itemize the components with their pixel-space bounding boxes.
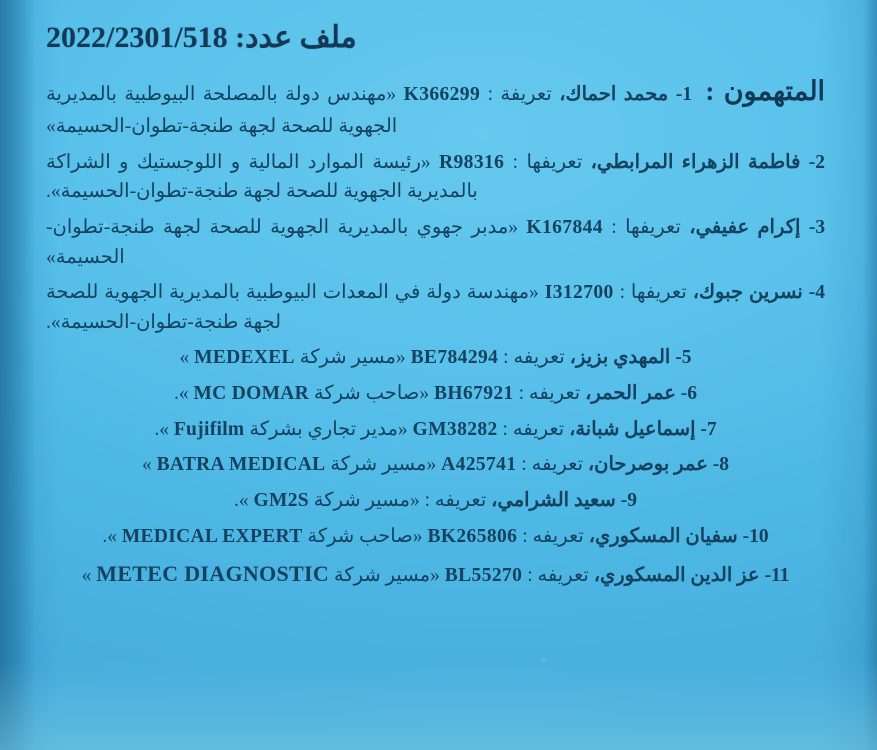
accused-list (46, 71, 825, 591)
id-number: R98316 (439, 151, 505, 173)
id-number: A425741 (441, 454, 517, 476)
accused-role: «مسير شركة (333, 565, 440, 587)
accused-name: نسرين جبوك، (692, 282, 803, 304)
accused-name: فاطمة الزهراء المرابطي، (590, 151, 801, 173)
file-number-line (46, 20, 807, 55)
item-index: 7- (700, 418, 717, 440)
id-label: تعريفه : (522, 525, 584, 547)
accused-name: إسماعيل شبانة، (569, 418, 696, 440)
accused-name: سعيد الشرامي، (491, 489, 616, 511)
company-name: BATRA MEDICAL (156, 454, 326, 476)
accused-role: «مسير شركة (330, 454, 437, 476)
accused-role-end: ». (173, 383, 189, 405)
accused-name: عز الدين المسكوري، (593, 565, 760, 587)
item-index: 6- (680, 383, 698, 405)
accused-name: عمر بوصرحان، (587, 454, 708, 476)
id-label: تعريفه : (424, 489, 487, 511)
id-label: تعريفه : (527, 565, 589, 587)
id-label: تعريفها : (619, 282, 687, 304)
id-label: تعريفه : (521, 454, 583, 476)
accused-role: «مسير شركة (313, 489, 420, 511)
accused-role-end: ». (234, 489, 249, 511)
accused-role: «مهندسة دولة في المعدات البيوطبية بالمديرية الجهوية للصحة لجهة طنجة-تطوان-الحسيمة». (46, 282, 539, 333)
id-number: I312700 (544, 282, 614, 304)
list-item (46, 148, 825, 207)
company-name: MEDICAL EXPERT (121, 525, 303, 547)
id-number: BH67921 (433, 383, 514, 405)
accused-role: «صاحب شركة (313, 383, 430, 405)
accused-role-end: ». (154, 418, 169, 440)
accused-role: «مسير شركة (299, 347, 406, 369)
item-index: 1- (675, 84, 692, 105)
company-name: MC DOMAR (193, 383, 310, 405)
id-label: تعريفه : (503, 347, 565, 369)
page-bottom-shadow (0, 660, 877, 750)
id-number: BL55270 (444, 565, 523, 587)
company-name: MEDEXEL (194, 347, 295, 369)
item-index: 4- (808, 282, 826, 304)
accused-name: سفيان المسكوري، (588, 525, 738, 547)
item-index: 11- (764, 565, 790, 587)
accused-role: «رئيسة الموارد المالية و اللوجستيك و الشراكة بالمديرية الجهوية للصحة لجهة طنجة-تطوان-الحسيمة». (46, 151, 478, 203)
item-index: 2- (808, 151, 826, 173)
file-number-label: ملف عدد: (235, 21, 357, 54)
id-label: تعريفة : (487, 84, 552, 105)
accused-role-end: » (81, 565, 92, 587)
accused-role: «صاحب شركة (307, 525, 423, 547)
item-index: 5- (675, 347, 692, 369)
list-item (46, 415, 825, 445)
item-index: 9- (620, 489, 637, 511)
list-item (46, 486, 825, 516)
id-label: تعريفه : (502, 418, 565, 440)
id-number: BK265806 (427, 525, 518, 547)
list-item (46, 278, 825, 337)
company-name: METEC DIAGNOSTIC (96, 561, 330, 587)
accused-name: المهدي بزيز، (569, 347, 671, 369)
accused-role-end: » (179, 347, 190, 369)
file-number-value: 2022/2301/518 (46, 21, 228, 54)
accused-name: عمر الحمر، (585, 383, 676, 405)
accused-heading: المتهمون : (705, 76, 826, 106)
id-label: تعريفه : (518, 383, 581, 405)
item-index: 8- (712, 454, 729, 476)
list-item (46, 522, 825, 552)
list-item (46, 379, 825, 409)
accused-role: «مدبر جهوي بالمديرية الجهوية للصحة لجهة طنجة-تطوان-الحسيمة» (46, 216, 519, 268)
id-label: تعريفها : (611, 216, 681, 238)
list-item (46, 343, 825, 373)
list-item (46, 71, 825, 142)
list-item (46, 213, 825, 272)
accused-role-end: » (142, 454, 152, 476)
accused-role: «مدير تجاري بشركة (249, 418, 408, 440)
company-name: GM2S (253, 489, 309, 511)
accused-name: إكرام عفيفي، (689, 216, 801, 238)
item-index: 3- (808, 216, 826, 238)
id-number: GM38282 (412, 418, 498, 440)
accused-role-end: ». (102, 525, 117, 547)
item-index: 10- (742, 525, 769, 547)
accused-role: «مهندس دولة بالمصلحة البيوطبية بالمديرية الجهوية للصحة لجهة طنجة-تطوان-الحسيمة» (46, 84, 398, 138)
list-item (46, 450, 825, 480)
id-number: BE784294 (410, 347, 499, 369)
id-number: K366299 (403, 84, 481, 105)
company-name: Fujifilm (173, 418, 245, 440)
list-item (46, 557, 825, 591)
id-label: تعريفها : (512, 151, 583, 173)
id-number: K167844 (526, 216, 603, 238)
accused-name: محمد احماك، (559, 84, 669, 105)
